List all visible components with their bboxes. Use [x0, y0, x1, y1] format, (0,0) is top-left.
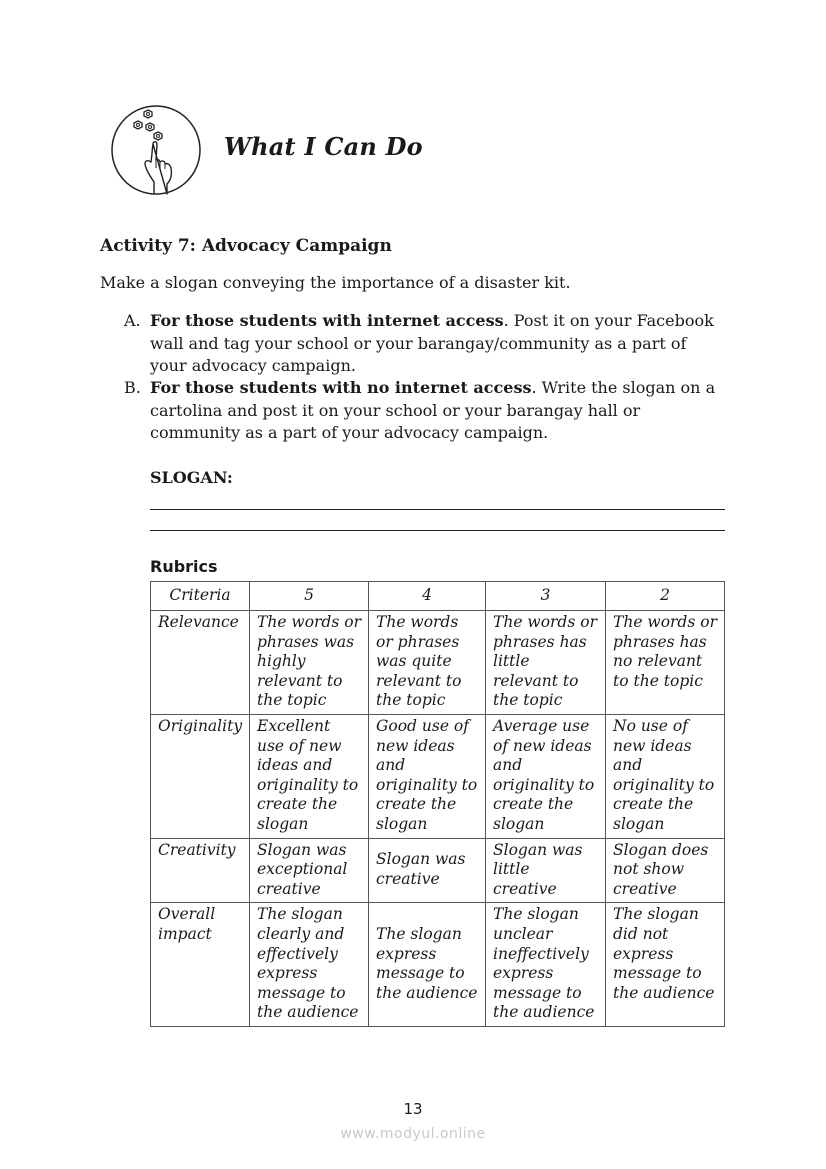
option-letter: B.	[124, 378, 141, 397]
table-row	[151, 838, 725, 903]
header-cell: 3	[486, 582, 606, 611]
option-letter: A.	[124, 311, 141, 330]
rubric-cell: Excellent use of new ideas and originality to create the slogan	[250, 714, 369, 838]
option-bold: For those students with internet access	[150, 311, 504, 330]
table-row	[151, 611, 725, 715]
criteria-cell: Relevance	[151, 611, 250, 715]
option-text: . Post it on your Facebook wall and tag your school or your barangay/community as a part of your advocacy campaign.	[150, 311, 714, 375]
criteria-cell: Creativity	[151, 838, 250, 903]
option-b	[124, 377, 724, 445]
header-cell: 4	[369, 582, 486, 611]
rubric-cell: The words or phrases has little relevant to the topic	[486, 611, 606, 715]
rubric-header-row	[151, 582, 725, 611]
option-bold: For those students with no internet access	[150, 378, 532, 397]
rubric-cell: The words or phrases was highly relevant to the topic	[250, 611, 369, 715]
header-cell: 2	[606, 582, 725, 611]
rubric-cell: The words or phrases has no relevant to the topic	[606, 611, 725, 715]
watermark: www.modyul.online	[340, 1126, 486, 1142]
activity-instruction: Make a slogan conveying the importance of a disaster kit.	[100, 273, 571, 292]
rubric-cell: Average use of new ideas and originality to create the slogan	[486, 714, 606, 838]
hand-touch-icon	[110, 104, 206, 200]
rubric-cell: Good use of new ideas and originality to create the slogan	[369, 714, 486, 838]
rubric-cell: Slogan does not show creative	[606, 838, 725, 903]
table-row	[151, 903, 725, 1027]
slogan-line	[150, 530, 725, 531]
rubric-table	[150, 581, 725, 1027]
table-row	[151, 714, 725, 838]
slogan-label: SLOGAN:	[150, 468, 233, 487]
rubrics-label: Rubrics	[150, 557, 218, 576]
rubric-cell: The slogan did not express message to the audience	[606, 903, 725, 1027]
option-a	[124, 310, 724, 378]
criteria-cell: Overall impact	[151, 903, 250, 1027]
rubric-cell: Slogan was exceptional creative	[250, 838, 369, 903]
header-cell: Criteria	[151, 582, 250, 611]
rubric-cell: The slogan express message to the audience	[369, 903, 486, 1027]
criteria-cell: Originality	[151, 714, 250, 838]
rubric-cell: The slogan clearly and effectively express message to the audience	[250, 903, 369, 1027]
rubric-cell: The slogan unclear ineffectively express message to the audience	[486, 903, 606, 1027]
rubric-cell: Slogan was little creative	[486, 838, 606, 903]
page-number: 13	[403, 1100, 423, 1118]
option-text: . Write the slogan on a cartolina and post it on your school or your barangay hall or community as a part of your advocacy campaign.	[150, 378, 716, 442]
slogan-line	[150, 509, 725, 510]
header-cell: 5	[250, 582, 369, 611]
rubric-cell: Slogan was creative	[369, 838, 486, 903]
rubric-cell: No use of new ideas and originality to create the slogan	[606, 714, 725, 838]
rubric-cell: The words or phrases was quite relevant to the topic	[369, 611, 486, 715]
activity-title: Activity 7: Advocacy Campaign	[100, 236, 392, 256]
section-title: What I Can Do	[224, 132, 423, 161]
